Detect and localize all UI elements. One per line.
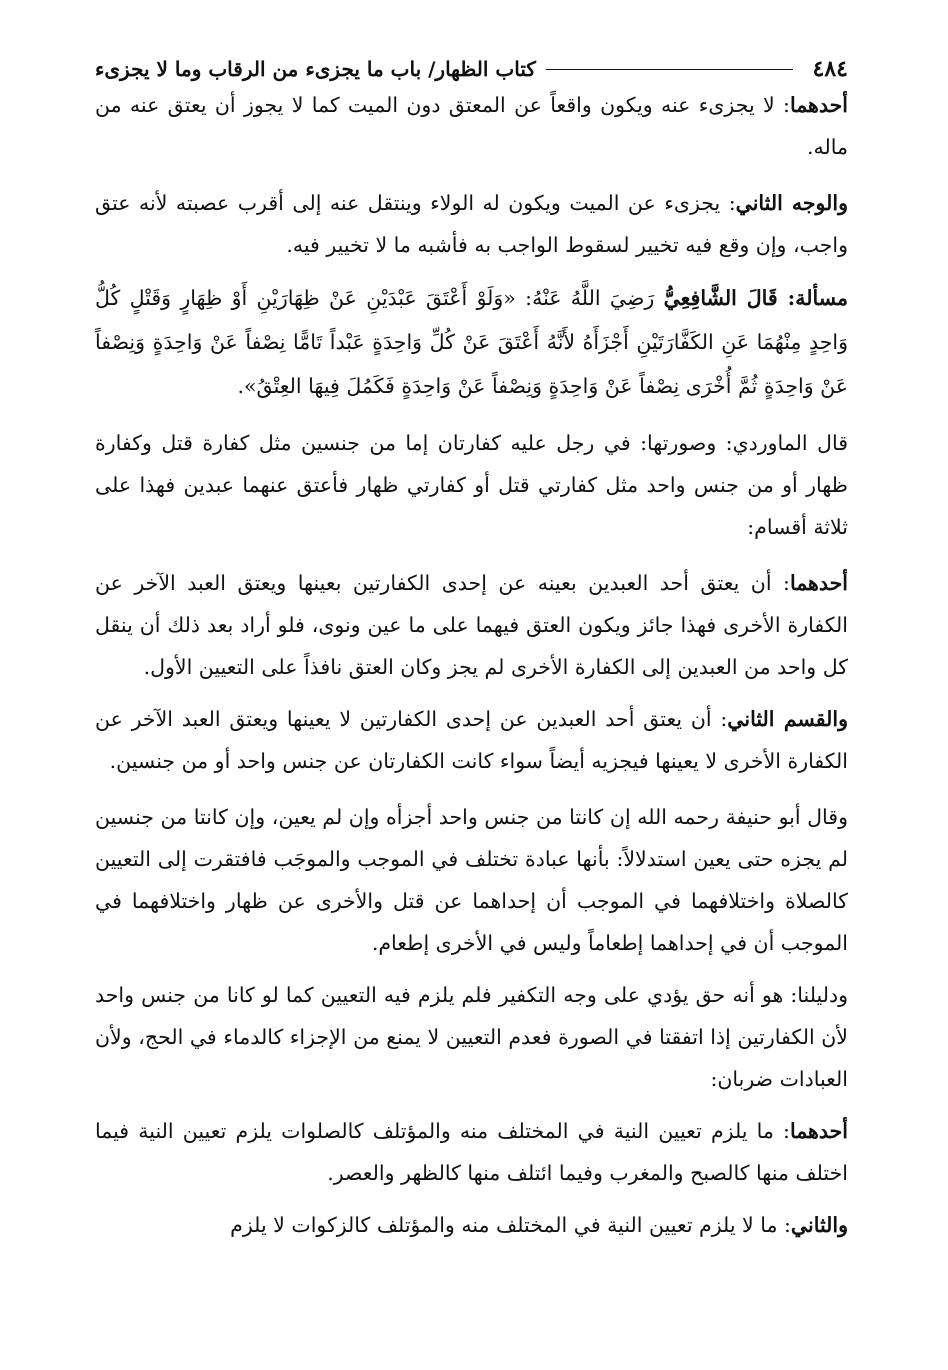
paragraph: [95, 276, 848, 408]
page-number: ٤٨٤: [812, 56, 848, 82]
paragraph-lead: أحدهما: [789, 1119, 848, 1143]
running-title: كتاب الظهار/ باب ما يجزىء من الرقاب وما لا يجزىء: [95, 57, 536, 81]
paragraph-lead: مسألة: قَالَ الشَّافِعِيُّ: [663, 286, 848, 310]
paragraph: [95, 84, 848, 168]
paragraph: [95, 974, 848, 1100]
paragraph: [95, 562, 848, 688]
paragraph-lead: أحدهما: [789, 571, 848, 595]
paragraph-lead: أحدهما: [789, 93, 848, 117]
paragraph: [95, 1204, 848, 1246]
running-header: [95, 56, 848, 84]
paragraph-text: : أن يعتق أحد العبدين بعينه عن إحدى الكفارتين بعينها ويعتق العبد الآخر عن الكفارة الأخرى فهذا جائز ويكون العتق فيهما على ما عين ونوى، فلو أراد بعد ذلك أن ينقل كل واحد من العبدين إلى الكفارة الأخرى لم يجز وكان العتق نافذاً على التعيين الأول.: [95, 571, 848, 679]
paragraph-text: : يجزىء عن الميت ويكون له الولاء وينتقل عنه إلى أقرب عصبته لأنه عتق واجب، وإن وقع فيه تخيير لسقوط الواجب به فأشبه ما لا تخيير فيه.: [95, 191, 848, 257]
body-text: [95, 84, 848, 1246]
paragraph: [95, 796, 848, 964]
paragraph: [95, 182, 848, 266]
paragraph-lead: والقسم الثاني: [727, 707, 848, 731]
paragraph: [95, 422, 848, 548]
paragraph-text: : أن يعتق أحد العبدين عن إحدى الكفارتين لا يعينها ويعتق العبد الآخر عن الكفارة الأخرى لا يعينها فيجزيه أيضاً سواء كانت الكفارتان عن جنس واحد أو من جنسين.: [95, 707, 848, 773]
paragraph: [95, 698, 848, 782]
paragraph: [95, 1110, 848, 1194]
paragraph-text: : لا يجزىء عنه ويكون واقعاً عن المعتق دون الميت كما لا يجوز أن يعتق عنه من ماله.: [95, 93, 848, 159]
paragraph-text: : ما لا يلزم تعيين النية في المختلف منه والمؤتلف كالزكوات لا يلزم: [230, 1213, 791, 1237]
paragraph-lead: والثاني: [790, 1213, 848, 1237]
paragraph-text: : ما يلزم تعيين النية في المختلف منه والمؤتلف كالصلوات يلزم تعيين النية فيما اختلف منها كالصبح والمغرب وفيما ائتلف منها كالظهر والعصر.: [95, 1119, 848, 1185]
paragraph-text: رَضِيَ اللَّهُ عَنْهُ: «وَلَوْ أَعْتَقَ عَبْدَيْنِ عَنْ ظِهَارَيْنِ أَوْ ظِهَارٍ وَقَتْلٍ كُلُّ وَاحِدٍ مِنْهُمَا عَنِ الكَفَّارَتَيْنِ أَجْزَأَهُ لأَنَّهُ أَعْتَقَ عَنْ كُلِّ وَاحِدَةٍ عَبْداً تَامًّا نِصْفاً عَنْ وَاحِدَةٍ وَنِصْفاً عَنْ وَاحِدَةٍ ثُمَّ أُخْرَى نِصْفاً عَنْ وَاحِدَةٍ وَنِصْفاً عَنْ وَاحِدَةٍ فَكَمُلَ فِيهَا العِتْقُ».: [95, 286, 848, 398]
paragraph-lead: والوجه الثاني: [735, 191, 848, 215]
paragraph-text: قال الماوردي: وصورتها: في رجل عليه كفارتان إما من جنسين مثل كفارة قتل وكفارة ظهار أو من جنس واحد مثل كفارتي قتل أو كفارتي ظهار فأعتق عنهما عبدين فهذا على ثلاثة أقسام:: [95, 431, 848, 539]
paragraph-text: ودليلنا: هو أنه حق يؤدي على وجه التكفير فلم يلزم فيه التعيين كما لو كانا من جنس واحد لأن الكفارتين إذا اتفقتا في الصورة فعدم التعيين لا يمنع من الإجزاء كالدماء في الحج، ولأن العبادات ضربان:: [95, 983, 848, 1091]
header-rule: [546, 69, 793, 70]
paragraph-text: وقال أبو حنيفة رحمه الله إن كانتا من جنس واحد أجزأه وإن لم يعين، وإن كانتا من جنسين لم يجزه حتى يعين استدلالاً: بأنها عبادة تختلف في الموجب والموجَب فافتقرت إلى التعيين كالصلاة واختلافهما في الموجب أن إحداهما عن قتل والأخرى عن ظهار واختلافهما في الموجب أن في إحداهما إطعاماً وليس في الأخرى إطعام.: [95, 805, 848, 955]
